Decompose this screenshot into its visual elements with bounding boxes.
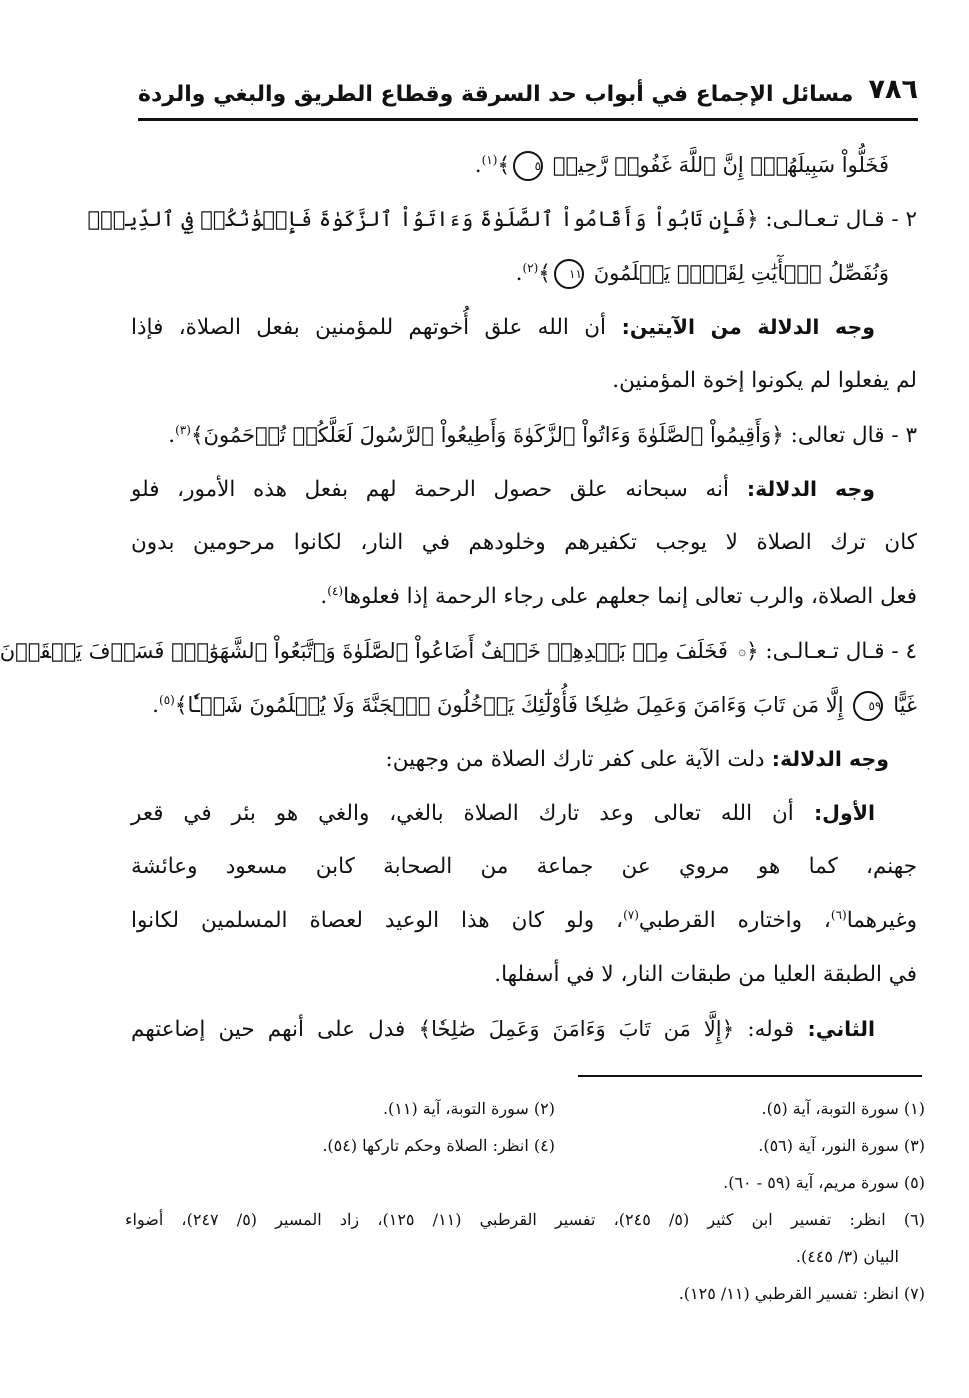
quran-text: فَخَلَفَ مِنۢ بَعۡدِهِمۡ خَلۡفٌ أَضَاعُواْ ٱلصَّلَوٰةَ وَٱتَّبَعُواْ ٱلشَّهَوَٰتِۖ فَسَوۡفَ يَلۡقَوۡنَ [0,639,728,663]
paragraph-text: أنه سبحانه علق حصول الرحمة لهم بفعل هذه الأمور، فلو [131,477,729,502]
page-number: ٧٨٦ [868,74,918,105]
footnote-6: (٦) انظر: تفسير ابن كثير (٥/ ٢٤٥)، تفسير القرطبي (١١/ ١٢٥)، زاد المسير (٥/ ٢٤٧)، أضواء [125,1210,925,1229]
quran-text: فَإِن تَابُواْ وَأَقَامُواْ ٱلصَّلَوٰةَ وَءَاتَوُاْ ٱلزَّكَوٰةَ فَإِخۡوَٰنُكُمۡ فِي ٱلدِّينِۗ [87,207,746,231]
text-line-16 [131,948,917,1002]
text-line-4 [131,300,917,354]
quran-bracket-close: ﴾ [497,153,511,178]
paragraph-text: وغيرهما [846,908,917,933]
quran-bracket-close: ﴾ [538,261,551,286]
footnote-ref: (٤) [327,583,344,598]
footnote-row [125,1090,925,1127]
footnote-5: (٥) سورة مريم، آية (٥٩ - ٦٠). [723,1173,925,1192]
page-header [138,72,918,116]
text-line-1 [131,138,917,192]
quran-bracket-close: ﴾ [174,693,188,718]
text-line-12 [131,732,917,786]
paragraph-text: في الطبقة العليا من طبقات النار، لا في أسفلها. [494,962,917,987]
quran-bracket-close: ﴾ [190,423,204,448]
paragraph-text: قوله: [734,1017,795,1042]
text-line-9 [131,570,917,624]
footnote-rule [578,1075,922,1077]
section-label: وجه الدلالة: [764,747,889,771]
quran-text: غَيًّا [893,693,917,717]
quran-bracket-close: ﴾ [418,1017,432,1042]
text-line-2 [87,192,917,246]
paragraph-text: فعل الصلاة، والرب تعالى إنما جعلهم على رجاء الرحمة إذا فعلوها [343,584,917,609]
paragraph-text: ، واختاره القرطبي [638,908,831,933]
header-rule [138,118,918,121]
punctuation: . [152,693,160,718]
footnote-6-continued: البيان (٣/ ٤٤٥). [795,1247,899,1266]
paragraph-text: كان ترك الصلاة لا يوجب تكفيرهم وخلودهم في النار، لكانوا مرحومين بدون [131,530,917,555]
ayah-number-icon: ٥ [513,151,543,181]
paragraph-text: جهنم، كما هو مروي عن جماعة من الصحابة كابن مسعود وعائشة [131,854,917,879]
quran-text: فَخَلُّواْ سَبِيلَهُمْۚ إِنَّ ٱللَّهَ غَفُورٞ رَّحِيمٞ [552,153,889,177]
footnote-3: (٣) سورة النور، آية (٥٦). [758,1136,925,1155]
paragraph-text: ، ولو كان هذا الوعيد لعصاة المسلمين لكانوا [131,908,624,933]
text-line-6 [131,408,917,462]
text-line-8 [131,516,917,570]
footnote-4: (٤) انظر: الصلاة وحكم تاركها (٥٤). [322,1136,555,1155]
footnote-ref: (٧) [623,907,639,922]
quran-text: إِلَّا مَن تَابَ وَءَامَنَ وَعَمِلَ صَٰلِحٗا فَأُوْلَٰٓئِكَ يَدۡخُلُونَ ٱلۡجَنَّةَ وَلَا يُظۡلَمُونَ شَيۡـٔٗا [187,693,844,717]
text-line-11 [131,678,917,732]
footnote-row [125,1164,925,1201]
text-line-3 [131,246,917,300]
quran-text: وَنُفَصِّلُ ٱلۡأٓيَٰتِ لِقَوۡمٖ يَعۡلَمُونَ [593,261,889,285]
paragraph-text: دلت الآية على كفر تارك الصلاة من وجهين: [385,747,765,772]
footnote-ref: (٢) [522,260,539,275]
footnote-row [125,1127,925,1164]
footnote-2: (٢) سورة التوبة، آية (١١). [382,1099,555,1118]
section-label: وجه الدلالة: [728,477,875,501]
sajda-icon: ۞ [738,644,746,659]
main-text [0,138,917,1056]
punctuation: . [168,423,176,448]
section-label: الأول: [793,801,875,825]
punctuation: . [474,153,482,178]
verse-lead: ٣ - قال تعالى: [783,423,917,448]
text-line-5 [131,354,917,408]
quran-bracket-open: ﴿ [745,639,759,664]
verse-lead: ٢ - قـال تـعـالـى: [758,207,917,232]
punctuation: . [515,261,523,286]
paragraph-text: فدل على أنهم حين إضاعتهم [131,1017,419,1042]
ayah-number-icon: ١١ [554,259,584,289]
paragraph-text: لم يفعلوا لم يكونوا إخوة المؤمنين. [612,368,917,393]
section-label: الثاني: [794,1017,875,1041]
quran-bracket-open: ﴿ [771,423,784,448]
footnote-ref: (٦) [830,907,847,922]
punctuation: . [320,584,328,609]
ayah-number-icon: ٥٩ [853,691,883,721]
paragraph-text: أن الله تعالى وعد تارك الصلاة بالغي، والغي هو بئر في قعر [131,801,794,826]
paragraph-text: أن الله علق أُخوتهم للمؤمنين بفعل الصلاة، فإذا [131,315,606,340]
text-line-17 [131,1002,917,1056]
text-line-15 [131,894,917,948]
quran-bracket-open: ﴿ [721,1017,735,1042]
footnote-7: (٧) انظر: تفسير القرطبي (١١/ ١٢٥). [678,1284,925,1303]
verse-lead: ٤ - قـال تـعـالـى: [758,639,917,664]
text-line-7 [131,462,917,516]
footnote-row [125,1275,925,1312]
footnote-ref: (٥) [159,692,175,707]
text-line-14 [131,840,917,894]
text-line-13 [131,786,917,840]
running-title: مسائل الإجماع في أبواب حد السرقة وقطاع الطريق والبغي والردة [138,82,854,107]
text-line-10 [0,624,917,678]
quran-text: إِلَّا مَن تَابَ وَءَامَنَ وَعَمِلَ صَٰلِحٗا [431,1017,722,1041]
footnote-ref: (٣) [175,422,191,437]
quran-bracket-open: ﴿ [745,207,759,232]
footnote-1: (١) سورة التوبة، آية (٥). [761,1099,925,1118]
quran-text: وَأَقِيمُواْ ٱلصَّلَوٰةَ وَءَاتُواْ ٱلزَّكَوٰةَ وَأَطِيعُواْ ٱلرَّسُولَ لَعَلَّكُمۡ تُرۡحَمُونَ [203,423,772,447]
footnote-ref: (١) [481,152,498,167]
section-label: وجه الدلالة من الآيتين: [605,315,875,339]
footnotes [125,1090,925,1312]
